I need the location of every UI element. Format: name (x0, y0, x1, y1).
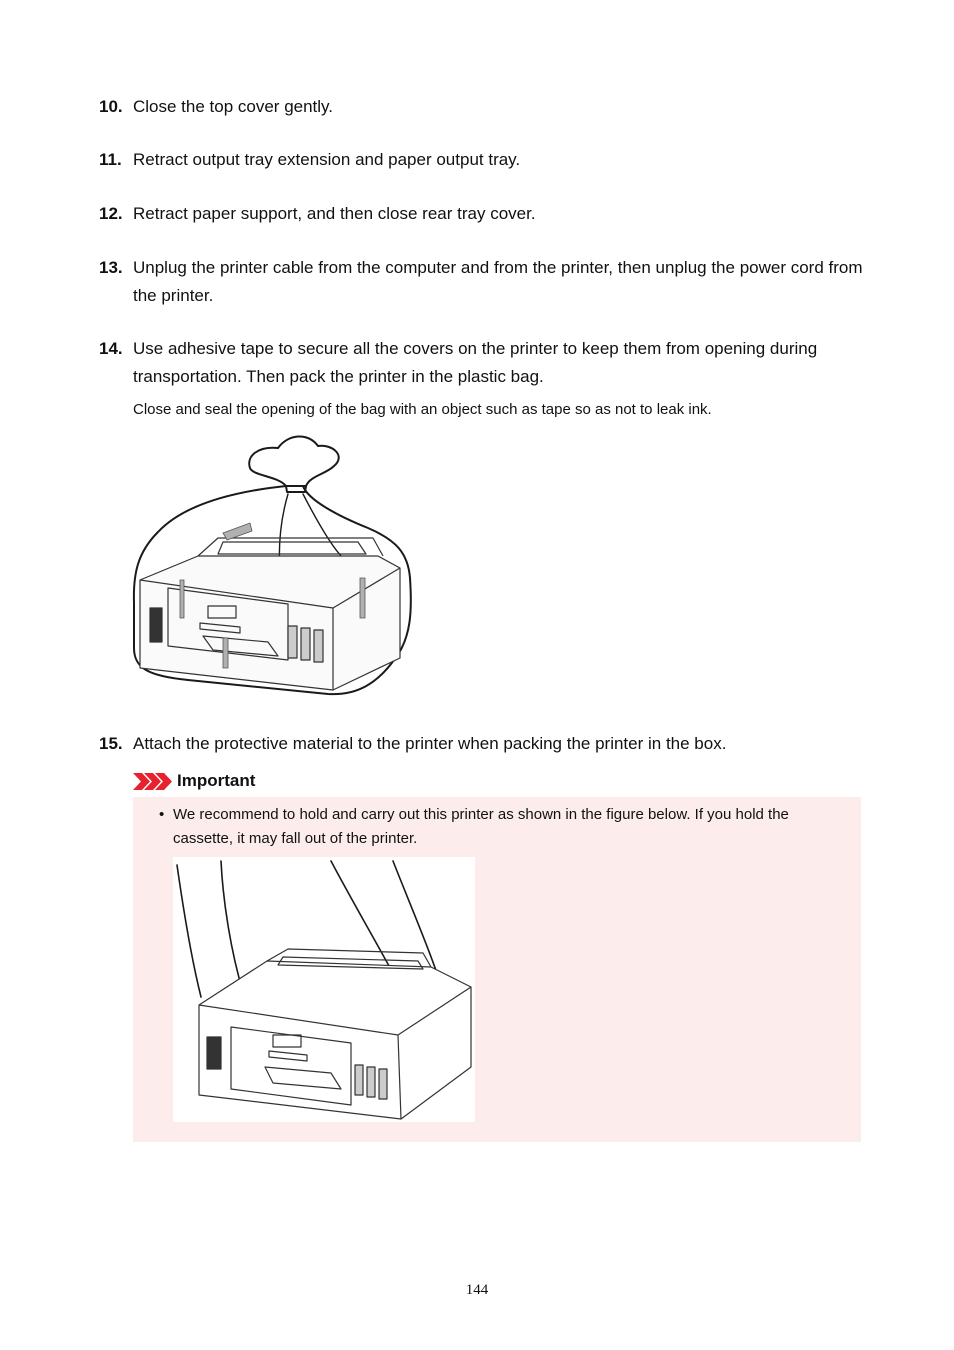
step-text: Close the top cover gently. (133, 97, 334, 116)
step-13 (99, 254, 869, 310)
step-number: 13. (99, 258, 123, 277)
step-10 (99, 93, 869, 121)
step-11 (99, 146, 869, 174)
important-label: Important (177, 771, 256, 790)
important-box (133, 797, 861, 1142)
step-text: Unplug the printer cable from the computer and from the printer, then unplug the power cord from the printer. (133, 258, 863, 305)
step-number: 10. (99, 97, 123, 116)
step-text: Attach the protective material to the printer when packing the printer in the box. (133, 734, 727, 753)
step-number: 14. (99, 339, 123, 358)
triple-chevron-icon (133, 773, 173, 790)
important-bullet (159, 803, 849, 851)
step-number: 12. (99, 204, 123, 223)
step-14 (99, 335, 869, 391)
page-number: 144 (465, 1282, 489, 1298)
carrying-printer-illustration (173, 857, 475, 1122)
step-number: 15. (99, 734, 123, 753)
bullet-marker: • (159, 806, 165, 823)
printer-in-bag-illustration (128, 428, 418, 700)
step-text: Retract paper support, and then close rear tray cover. (133, 204, 536, 223)
step-number: 11. (99, 150, 122, 169)
step-12 (99, 200, 869, 228)
bullet-text: We recommend to hold and carry out this printer as shown in the figure below. If you hold the cassette, it may fall out of the printer. (173, 806, 789, 847)
important-heading (133, 769, 255, 793)
step-text: Use adhesive tape to secure all the covers on the printer to keep them from opening during transportation. Then pack the printer in the plastic bag. (133, 339, 818, 386)
step-14-note: Close and seal the opening of the bag with an object such as tape so as not to leak ink. (133, 401, 712, 418)
step-text: Retract output tray extension and paper output tray. (133, 150, 521, 169)
step-15 (99, 730, 869, 758)
